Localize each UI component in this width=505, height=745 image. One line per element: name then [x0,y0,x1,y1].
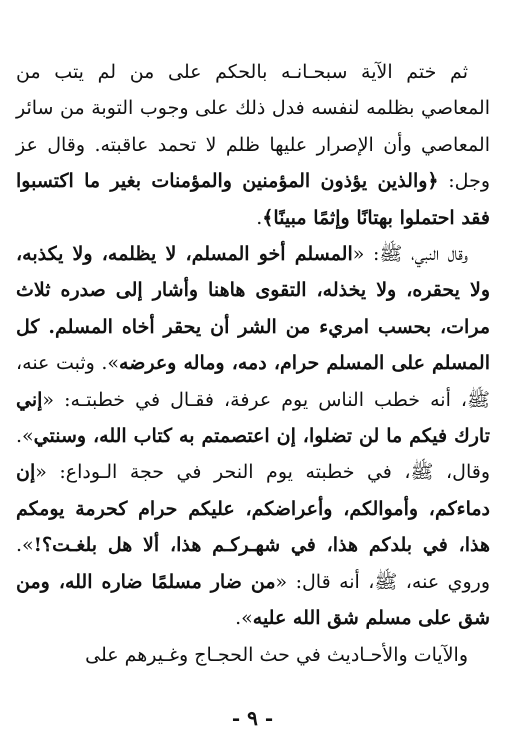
page-content [16,54,490,666]
paragraph-2-connector-1: ». وثبت عنه، ﷺ، أنه خطب الناس يوم عرفة، فقـال في خطبتـه: « [16,352,490,411]
paragraph-2-intro: وقال النبي، ﷺ: « [352,243,468,266]
hadith-1: المسلم أخو المسلم، لا يظلمه، ولا يكذبه، ولا يحقره، ولا يخذله، التقوى هاهنا وأشار إلى صدره ثلاث مرات، بحسب امريء من الشر أن يحقر أخاه المسلم. كل المسلم على المسلم حرام، دمه، وماله وعرضه [16,243,490,375]
paragraph-2-connector-2: ». وقال، ﷺ، في خطبته يوم النحر في حجة الـوداع: « [16,425,490,484]
hadith-3: إن دماءكم، وأموالكم، وأعراضكم، عليكم حرام كحرمة يومكم هذا، في بلدكم هذا، في شهـركـم هذا، ألا هل بلغـت؟! [16,461,490,557]
body-text [16,54,490,673]
paragraph-1-text: ثم ختم الآية سبحـانـه بالحكم على من لم يتب من المعاصي بظلمه لنفسه فدل ذلك على وجوب التوبة من سائر المعاصي وأن الإصرار عليها ظلم لا تحمد عاقبته. وقال عز وجل: [16,61,490,193]
hadith-4: من ضار مسلمًا ضاره الله، ومن شق على مسلم شق الله عليه [16,570,490,630]
paragraph-1-end: . [256,206,263,229]
hadith-2: إني تارك فيكم ما لن تضلوا، إن اعتصمتم به كتاب الله، وسنتي [16,388,490,448]
paragraph-3 [16,637,490,673]
quran-verse: ﴿والذين يؤذون المؤمنين والمؤمنات بغير ما اكتسبوا فقد احتملوا بهتانًا وإثمًا مبينًا﴾ [16,170,490,229]
paragraph-1 [16,54,490,236]
paragraph-2 [16,236,490,636]
page-number: - ٩ - [231,706,274,730]
paragraph-2-end: ». [235,607,253,630]
paragraph-2-connector-3: ». وروي عنه، ﷺ، أنه قال: « [16,534,490,593]
paragraph-3-text: والآيات والأحـاديث في حث الحجـاج وغـيرهم على [85,643,468,666]
